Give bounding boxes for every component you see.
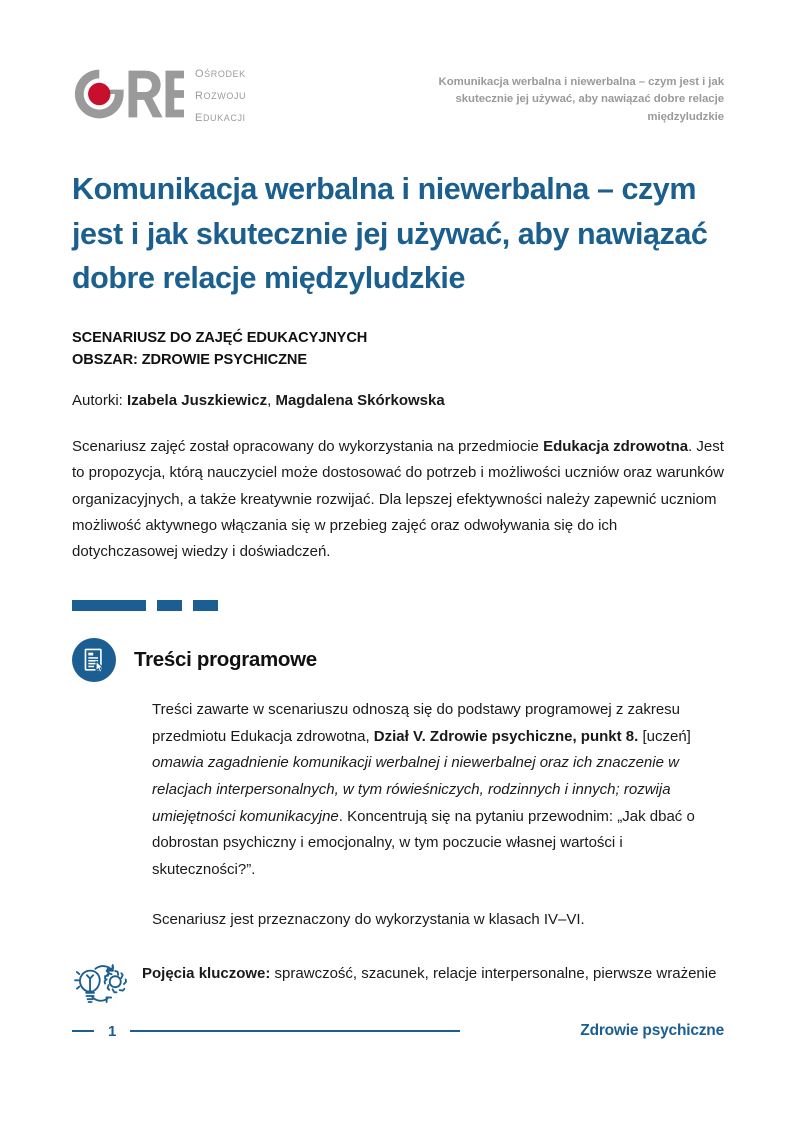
sp1-text-2: [uczeń] [638, 727, 691, 745]
lead-paragraph [72, 434, 724, 566]
lead-text-1: Scenariusz zajęć został opracowany do wykorzystania na przedmiocie [72, 437, 544, 455]
author-name-1: Izabela Juszkiewicz [127, 392, 268, 410]
dash-segment-1 [72, 600, 146, 611]
section-paragraph-1 [152, 697, 724, 884]
lead-text-2: . Jest to propozycja, którą nauczyciel może dostosować do potrzeb i możliwości uczniów oraz warunków organizacyjnych, a także kreatywnie rozwijać. Dla lepszej efektywności należy zapewnić uczniom możliwość aktywnego włączania się w przebieg zajęć oraz odwoływania się do ich dotychczasowej wiedzy i doświadczeń. [72, 437, 724, 561]
authors-label: Autorki: [72, 392, 128, 410]
lead-bold-subject: Edukacja zdrowotna [543, 437, 689, 455]
page-number: 1 [108, 1022, 117, 1040]
footer-rule [130, 1030, 460, 1032]
page-footer [72, 1022, 724, 1040]
subtitle-line-2: OBSZAR: ZDROWIE PSYCHICZNE [72, 351, 307, 368]
keywords-values: sprawczość, szacunek, relacje interpersonalne, pierwsze wrażenie [270, 965, 717, 983]
logo-word-osrodek: ośrodek [195, 64, 246, 81]
ore-logo-wordmark [195, 62, 246, 127]
keywords-text [142, 959, 716, 987]
logo-word-rozwoju: rozwoju [195, 85, 247, 103]
lightbulb-gears-icon-svg [72, 960, 128, 1008]
section-body [152, 697, 724, 934]
subtitle-line-1: SCENARIUSZ DO ZAJĘĆ EDUKACYJNYCH [72, 330, 368, 347]
document-pen-icon-svg [81, 647, 107, 673]
sp1-bold-dzial: Dział V. Zdrowie psychiczne, punkt 8. [373, 727, 639, 745]
lightbulb-gears-icon [72, 960, 128, 1008]
ore-logo-svg [72, 66, 184, 122]
ore-logo-mark [72, 66, 184, 122]
footer-label: Zdrowie psychiczne [580, 1022, 724, 1039]
section-paragraph-2: Scenariusz jest przeznaczony do wykorzystania w klasach IV–VI. [152, 910, 585, 928]
keywords-row [72, 959, 724, 1008]
sp1-italic-quote: omawia zagadnienie komunikacji werbalnej i niewerbalnej oraz ich znaczenie w relacjach interpersonalnych, w tym rówieśniczych, rodzinnych i innych; rozwija umiejętności komunikacyjne [152, 754, 679, 825]
footer-dash [72, 1030, 94, 1032]
section-title: Treści programowe [134, 647, 317, 671]
sp1-text-3: . Koncentrują się na pytaniu przewodnim: „Jak dbać o dobrostan psychiczny i emocjonalny, w tym poczucie własnej wartości i skuteczności?”. [152, 807, 695, 878]
ore-logo [72, 62, 246, 127]
running-head: Komunikacja werbalna i niewerbalna – czym jest i jak skutecznie jej używać, aby nawiązać dobre relacje międzyludzkie [438, 76, 724, 123]
decorative-dash-rule [72, 600, 724, 611]
authors-line [72, 390, 724, 413]
document-pen-icon [72, 638, 116, 682]
logo-word-edukacji: edukacji [195, 107, 246, 125]
section-header-tresci-programowe [72, 638, 724, 682]
keywords-label: Pojęcia kluczowe: [142, 965, 271, 983]
page-title: Komunikacja werbalna i niewerbalna – czym jest i jak skutecznie jej używać, aby nawiązać dobre relacje międzyludzkie [72, 171, 708, 296]
sp1-text-1: Treści zawarte w scenariuszu odnoszą się do podstawy programowej z zakresu przedmiotu Edukacja zdrowotna, [152, 700, 681, 745]
authors-separator: , [267, 392, 276, 410]
dash-segment-2 [157, 600, 182, 611]
dash-segment-3 [193, 600, 218, 611]
page-masthead [72, 0, 724, 127]
subtitle-block [72, 328, 724, 371]
author-name-2: Magdalena Skórkowska [275, 392, 445, 410]
